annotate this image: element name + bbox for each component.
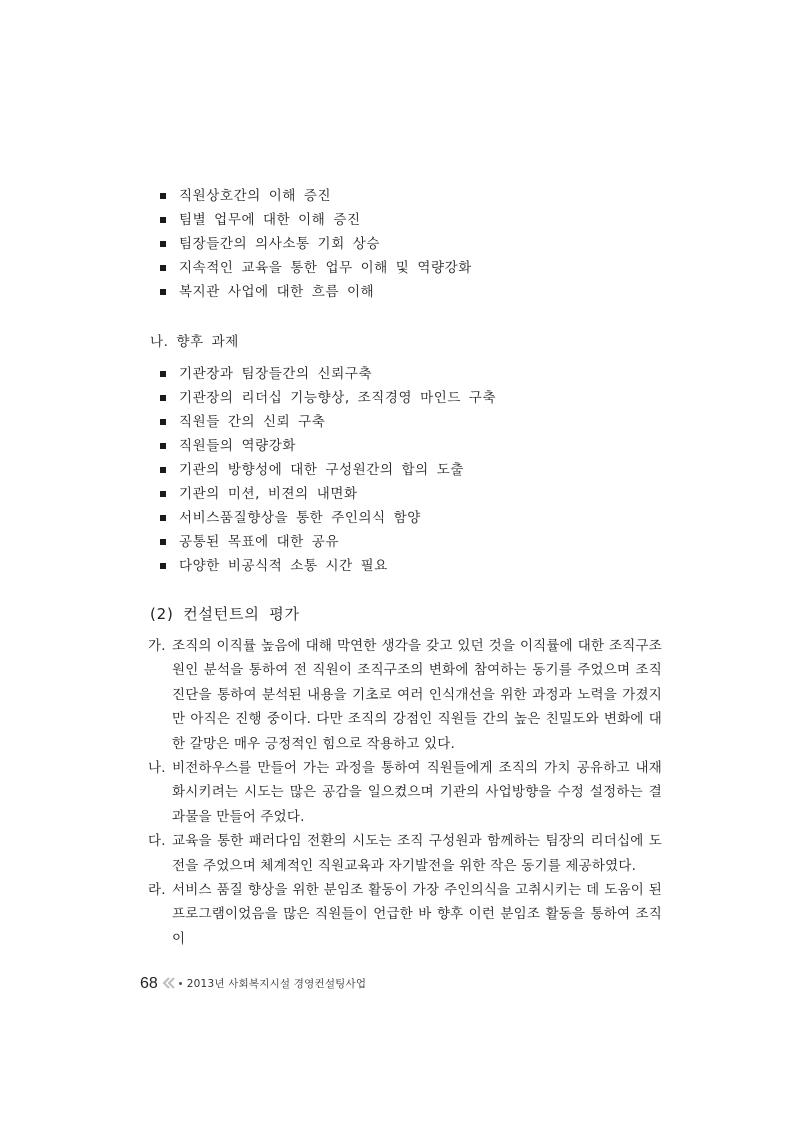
square-bullet-icon bbox=[160, 193, 166, 199]
paragraph bbox=[148, 829, 662, 878]
square-bullet-icon bbox=[160, 217, 166, 223]
square-bullet-icon bbox=[160, 289, 166, 295]
list-item-text: 지속적인 교육을 통한 업무 이해 및 역량강화 bbox=[179, 260, 472, 276]
list-item-text: 직원들 간의 신뢰 구축 bbox=[179, 414, 326, 430]
list-item bbox=[160, 554, 496, 578]
list-item bbox=[160, 458, 496, 482]
square-bullet-icon bbox=[160, 371, 166, 377]
paragraph bbox=[148, 634, 662, 756]
list-item bbox=[160, 434, 496, 458]
paragraph-text: 서비스 품질 향상을 위한 분임조 활동이 가장 주인의식을 고취시키는 데 도움이 된 프로그램이었음을 많은 직원들이 언급한 바 향후 이런 분임조 활동을 통하여 조직이 bbox=[172, 882, 662, 947]
square-bullet-icon bbox=[160, 241, 166, 247]
square-bullet-icon bbox=[160, 467, 166, 473]
list-item-text: 기관장의 리더십 기능향상, 조직경영 마인드 구축 bbox=[179, 390, 497, 406]
page-footer bbox=[140, 974, 366, 993]
paragraph-text: 비전하우스를 만들어 가는 과정을 통하여 직원들에게 조직의 가치 공유하고 내재화시키려는 시도는 많은 공감을 일으켰으며 기관의 사업방향을 수정 설정하는 결과물을 만들어 주었다. bbox=[172, 760, 662, 825]
paragraph-label: 라. bbox=[148, 882, 166, 899]
list-item bbox=[160, 506, 496, 530]
future-tasks-heading: 나. 향후 과제 bbox=[150, 334, 239, 350]
square-bullet-icon bbox=[160, 419, 166, 425]
list-item-text: 공통된 목표에 대한 공유 bbox=[179, 534, 340, 550]
page-number: 68 bbox=[140, 974, 158, 992]
list-item bbox=[160, 208, 472, 232]
double-chevron-icon bbox=[162, 974, 176, 993]
paragraph bbox=[148, 756, 662, 829]
paragraph-label: 다. bbox=[148, 833, 166, 850]
paragraph-label: 가. bbox=[148, 638, 166, 654]
list-item bbox=[160, 256, 472, 280]
square-bullet-icon bbox=[160, 539, 166, 545]
list-item bbox=[160, 184, 472, 208]
section-title: (2) 컨설턴트의 평가 bbox=[150, 605, 300, 623]
list-item-text: 복지관 사업에 대한 흐름 이해 bbox=[179, 284, 375, 300]
square-bullet-icon bbox=[160, 395, 166, 401]
tasks-bullet-list bbox=[160, 362, 496, 578]
list-item bbox=[160, 386, 496, 410]
list-item bbox=[160, 530, 496, 554]
list-item-text: 다양한 비공식적 소통 시간 필요 bbox=[179, 558, 388, 574]
paragraph-label: 나. bbox=[148, 760, 166, 777]
list-item-text: 기관의 방향성에 대한 구성원간의 합의 도출 bbox=[179, 462, 464, 478]
square-bullet-icon bbox=[160, 443, 166, 449]
list-item bbox=[160, 482, 496, 506]
dot-icon bbox=[179, 982, 182, 985]
evaluation-paragraphs bbox=[148, 634, 662, 951]
list-item-text: 기관의 미션, 비젼의 내면화 bbox=[179, 486, 358, 502]
list-item-text: 팀장들간의 의사소통 기회 상승 bbox=[179, 236, 381, 252]
paragraph-text: 조직의 이직률 높음에 대해 막연한 생각을 갖고 있던 것을 이직률에 대한 조직구조원인 분석을 통하여 전 직원이 조직구조의 변화에 참여하는 동기를 주었으며 조직진단을 통하여 분석된 내용을 기초로 여러 인식개선을 위한 과정과 노력을 가졌지만 아직은 진행 중이다. 다만 조직의 강점인 직원들 간의 높은 친밀도와 변화에 대한 갈망은 매우 긍정적인 힘으로 작용하고 있다. bbox=[172, 638, 662, 752]
footer-text: 2013년 사회복지시설 경영컨설팅사업 bbox=[186, 978, 367, 990]
square-bullet-icon bbox=[160, 265, 166, 271]
list-item-text: 기관장과 팀장들간의 신뢰구축 bbox=[179, 366, 373, 382]
square-bullet-icon bbox=[160, 491, 166, 497]
list-item bbox=[160, 362, 496, 386]
square-bullet-icon bbox=[160, 563, 166, 569]
square-bullet-icon bbox=[160, 515, 166, 521]
paragraph-text: 교육을 통한 패러다임 전환의 시도는 조직 구성원과 함께하는 팀장의 리더십에 도전을 주었으며 체계적인 직원교육과 자기발전을 위한 작은 동기를 제공하였다. bbox=[172, 833, 662, 874]
paragraph bbox=[148, 878, 662, 951]
strengths-bullet-list bbox=[160, 184, 472, 304]
list-item bbox=[160, 232, 472, 256]
list-item-text: 직원들의 역량강화 bbox=[179, 438, 297, 454]
list-item bbox=[160, 410, 496, 434]
list-item bbox=[160, 280, 472, 304]
list-item-text: 팀별 업무에 대한 이해 증진 bbox=[179, 212, 361, 228]
list-item-text: 서비스품질향상을 통한 주인의식 함양 bbox=[179, 510, 421, 526]
list-item-text: 직원상호간의 이해 증진 bbox=[179, 188, 332, 204]
